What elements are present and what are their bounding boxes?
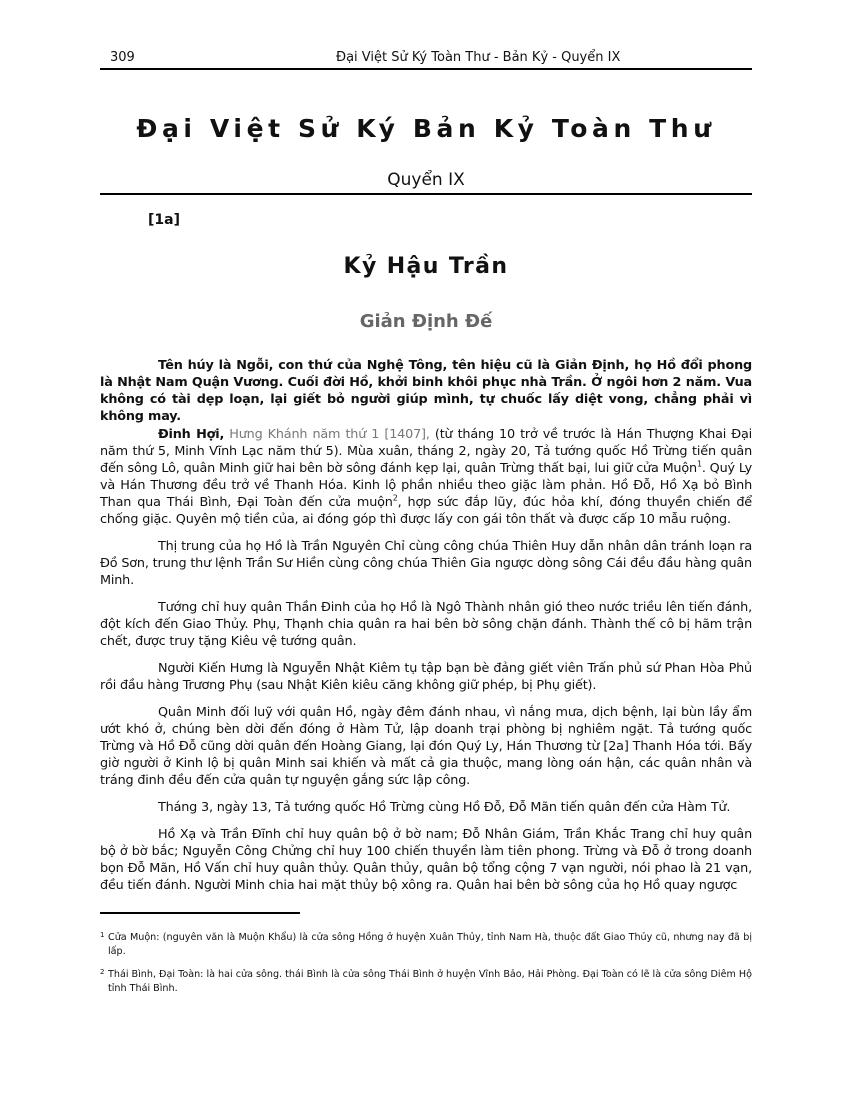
paragraph-1 bbox=[100, 426, 752, 528]
intro-paragraph: Tên húy là Ngỗi, con thứ của Nghệ Tông, tên hiệu cũ là Giản Định, họ Hồ đổi phong là Nhật Nam Quận Vương. Cuối đời Hồ, khởi binh khôi phục nhà Trần. Ở ngôi hơn 2 năm. Vua không có tài dẹp loạn, lại giết bỏ người giúp mình, tự chuốc lấy diệt vong, chẳng phải vì không may. bbox=[100, 358, 752, 424]
footnote-text: Thái Bình, Đại Toàn: là hai cửa sông. thái Bình là cửa sông Thái Bình ở huyện Vĩnh Bảo, Hải Phòng. Đại Toàn có lẽ là cửa sông Diêm Hộ tỉnh Thái Bình. bbox=[108, 969, 752, 994]
paragraph: Tháng 3, ngày 13, Tả tướng quốc Hồ Trừng cùng Hồ Đỗ, Đỗ Mãn tiến quân đến cửa Hàm Tử. bbox=[158, 800, 731, 815]
paragraph: Tướng chỉ huy quân Thần Đinh của họ Hồ là Ngô Thành nhân gió theo nước triều lên tiến đánh, đột kích đến Giao Thủy. Phụ, Thạnh chia quân ra hai bên bờ sông chặn đánh. Thành thế cô bị hãm trận chết, được truy tặng Kiêu vệ tướng quân. bbox=[100, 600, 752, 649]
footnote-ref-2[interactable]: 2 bbox=[392, 493, 398, 503]
footnote: 2 Thái Bình, Đại Toàn: là hai cửa sông. thái Bình là cửa sông Thái Bình ở huyện Vĩnh Bảo, Hải Phòng. Đại Toàn có lẽ là cửa sông Diêm Hộ tỉnh Thái Bình. bbox=[100, 968, 752, 994]
volume-title: Quyển IX bbox=[387, 170, 465, 190]
paragraph: Thị trung của họ Hồ là Trần Nguyên Chỉ cùng công chúa Thiên Huy dẫn nhân dân tránh loạn ra Đồ Sơn, trung thư lệnh Trần Sư Hiền cùng công chúa Thiên Gia ngược dòng sông Cái đều đầu hàng quân Minh. bbox=[100, 539, 752, 588]
era-label: Hưng Khánh năm thứ 1 [1407], bbox=[229, 427, 430, 442]
paragraph: Hồ Xạ và Trần Đĩnh chỉ huy quân bộ ở bờ nam; Đỗ Nhân Giám, Trần Khắc Trang chỉ huy quân bộ ở bờ bắc; Nguyễn Công Chửng chỉ huy 100 chiến thuyền làm tiên phong. Trừng và Đỗ ở trong doanh bọn Đỗ Mãn, Hồ Vấn chỉ huy quân thủy. Quân thủy, quân bộ tổng cộng 7 vạn người, nói phao là 21 vạn, đều tiến đánh. Người Minh chia hai mặt thủy bộ xông ra. Quân hai bên bờ sông của họ Hồ quay ngược bbox=[100, 827, 752, 893]
page-number: 309 bbox=[110, 50, 135, 65]
paragraph-text: (từ tháng 10 trở về trước là Hán Thượng Khai Đại năm thứ 5, Minh Vĩnh Lạc năm thứ 5). Mùa xuân, tháng 2, ngày 20, Tả tướng quốc Hồ Trừng tiến quân đến sông Lô, quân Minh giữ hai bên bờ sông đánh kẹp lại, quân Trừng thất bại, lui giữ cửa Muộn bbox=[100, 427, 753, 476]
paragraph: Người Kiến Hưng là Nguyễn Nhật Kiêm tụ tập bạn bè đảng giết viên Trấn phủ sứ Phan Hòa Phủ rồi đầu hàng Trương Phụ (sau Nhật Kiên kiêu căng không giữ phép, bị Phụ giết). bbox=[100, 661, 752, 693]
header-rule bbox=[100, 68, 752, 70]
chapter-title: Kỷ Hậu Trần bbox=[343, 254, 509, 279]
folio-marker: [1a] bbox=[148, 212, 180, 228]
year-label: Đinh Hợi, bbox=[158, 427, 225, 442]
footnote-ref-1[interactable]: 1 bbox=[696, 459, 702, 469]
body-text bbox=[100, 357, 752, 904]
footnote-text: Cửa Muộn: (nguyên văn là Muộn Khẩu) là cửa sông Hồng ở huyện Xuân Thủy, tỉnh Nam Hà, thuộc đất Giao Thủy cũ, nhưng nay đã bị lấp. bbox=[108, 932, 752, 957]
footnotes bbox=[100, 931, 752, 1005]
footnote-separator bbox=[100, 912, 300, 914]
running-title: Đại Việt Sử Ký Toàn Thư - Bản Kỷ - Quyển IX bbox=[336, 50, 621, 65]
page-header bbox=[100, 50, 752, 68]
ruler-title: Giản Định Đế bbox=[359, 311, 493, 332]
footnote: 1 Cửa Muộn: (nguyên văn là Muộn Khẩu) là cửa sông Hồng ở huyện Xuân Thủy, tỉnh Nam Hà, thuộc đất Giao Thủy cũ, nhưng nay đã bị lấp. bbox=[100, 931, 752, 957]
title-rule bbox=[100, 193, 752, 195]
paragraph: Quân Minh đối luỹ với quân Hồ, ngày đêm đánh nhau, vì nắng mưa, dịch bệnh, lại bùn lầy ẩm ướt khó ở, chúng bèn dời đến đóng ở Hàm Tử, lập doanh trại phòng bị nghiêm ngặt. Tả tướng quốc Trừng và Hồ Đỗ cũng dời quân đến Hoàng Giang, lại đón Quý Ly, Hán Thương từ [2a] Thanh Hóa tới. Bấy giờ người ở Kinh lộ bị quân Minh sai khiến và mất cả gia thuộc, mang lòng oán hận, các quân nhân và tráng đinh đều đến cửa quân tự nguyện gắng sức lập công. bbox=[100, 705, 752, 788]
book-title: Đại Việt Sử Ký Bản Kỷ Toàn Thư bbox=[136, 114, 716, 143]
paragraph-text: , hợp sức đắp lũy, đúc hỏa khí, đóng thuyền chiến để chống giặc. Quyên mộ tiền của, ai đóng góp thì được lấy con gái tôn thất và được cấp 10 mẫu ruộng. bbox=[100, 495, 752, 527]
paragraph-text: . Quý Ly và Hán Thương đều trở về Thanh Hóa. Kinh lộ phần nhiều theo giặc làm phản. Hồ Đỗ, Hồ Xạ bỏ Bình Than qua Thái Bình, Đại Toàn đến cửa muộn bbox=[100, 461, 752, 510]
